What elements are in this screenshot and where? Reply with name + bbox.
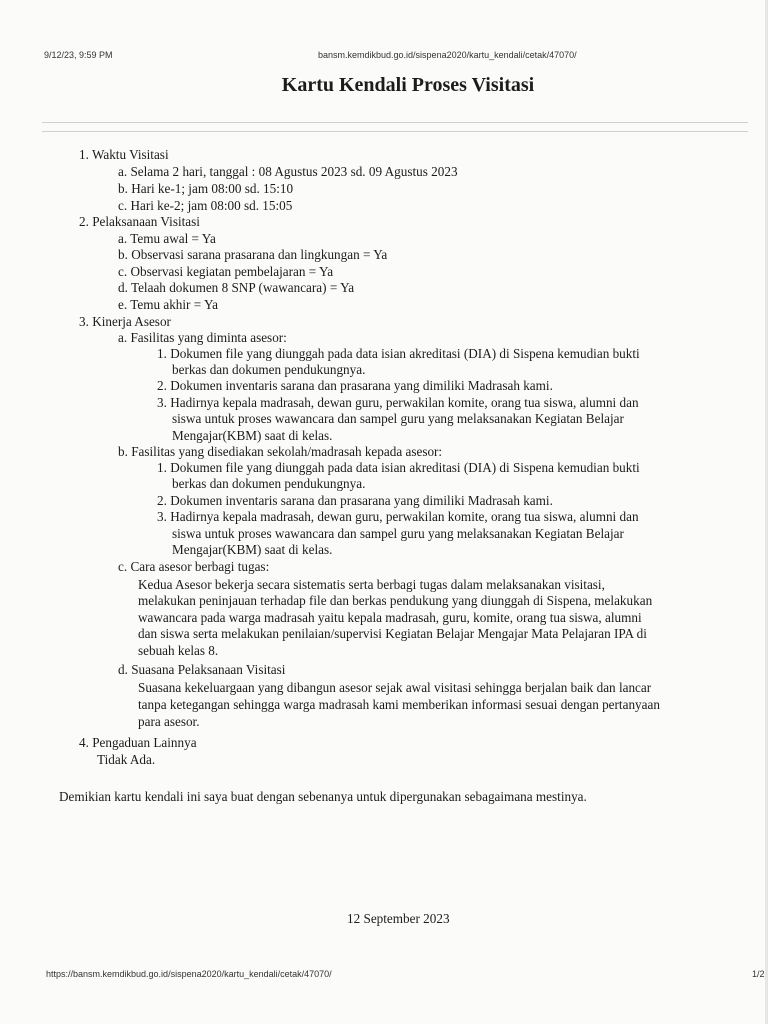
section-2-item-e: e. Temu akhir = Ya bbox=[118, 297, 219, 312]
section-3b-item-3-cont: siswa untuk proses wawancara dan sampel guru yang melaksanakan Kegiatan Belajar bbox=[172, 526, 624, 541]
section-1-item-a: a. Selama 2 hari, tanggal : 08 Agustus 2023 sd. 09 Agustus 2023 bbox=[118, 164, 458, 179]
print-url: bansm.kemdikbud.go.id/sispena2020/kartu_kendali/cetak/47070/ bbox=[318, 50, 577, 60]
section-3a-heading: a. Fasilitas yang diminta asesor: bbox=[118, 330, 287, 345]
section-3c-line-2: melakukan peninjauan terhadap file dan berkas pendukung yang diunggah di Sispena, melakukan bbox=[138, 593, 653, 608]
print-datetime: 9/12/23, 9:59 PM bbox=[44, 50, 113, 60]
section-3b-item-1: 1. Dokumen file yang diunggah pada data isian akreditasi (DIA) di Sispena kemudian bukti bbox=[157, 460, 640, 475]
section-3c-line-3: wawancara pada warga madrasah yaitu kepala madrasah, guru, komite, orang tua siswa, alumni bbox=[138, 610, 642, 625]
signature-date: 12 September 2023 bbox=[347, 911, 450, 926]
section-2-heading: 2. Pelaksanaan Visitasi bbox=[79, 214, 200, 229]
section-1-item-b: b. Hari ke-1; jam 08:00 sd. 15:10 bbox=[118, 181, 294, 196]
section-3d-line-2: tanpa ketegangan sehingga warga madrasah kami memberikan informasi sesuai dengan pertanyaan bbox=[138, 697, 660, 712]
section-3a-item-1: 1. Dokumen file yang diunggah pada data isian akreditasi (DIA) di Sispena kemudian bukti bbox=[157, 346, 640, 361]
section-4-text: Tidak Ada. bbox=[97, 752, 156, 767]
section-3a-item-2: 2. Dokumen inventaris sarana dan prasarana yang dimiliki Madrasah kami. bbox=[157, 378, 553, 393]
section-3b-heading: b. Fasilitas yang disediakan sekolah/madrasah kepada asesor: bbox=[118, 444, 443, 459]
section-2-item-a: a. Temu awal = Ya bbox=[118, 231, 216, 246]
section-3d-line-1: Suasana kekeluargaan yang dibangun asesor sejak awal visitasi sehingga berjalan baik dan lancar bbox=[138, 680, 652, 695]
section-3c-line-5: sebuah kelas 8. bbox=[138, 643, 219, 658]
closing-statement: Demikian kartu kendali ini saya buat dengan sebenanya untuk dipergunakan sebagaimana mestinya. bbox=[59, 789, 587, 804]
section-3b-item-1-cont: berkas dan dokumen pendukungnya. bbox=[172, 476, 366, 491]
divider-top bbox=[42, 122, 748, 123]
section-3d-line-3: para asesor. bbox=[138, 714, 200, 729]
divider-bottom bbox=[42, 131, 748, 132]
section-3c-heading: c. Cara asesor berbagi tugas: bbox=[118, 559, 270, 574]
section-3a-item-3-cont2: Mengajar(KBM) saat di kelas. bbox=[172, 428, 333, 443]
section-2-item-d: d. Telaah dokumen 8 SNP (wawancara) = Ya bbox=[118, 280, 355, 295]
section-3c-line-4: dan siswa serta melakukan penilaian/supervisi Kegiatan Belajar Mengajar Mata Pelajaran IPA di bbox=[138, 626, 647, 641]
section-3d-heading: d. Suasana Pelaksanaan Visitasi bbox=[118, 662, 286, 677]
section-4-heading: 4. Pengaduan Lainnya bbox=[79, 735, 197, 750]
section-3b-item-2: 2. Dokumen inventaris sarana dan prasarana yang dimiliki Madrasah kami. bbox=[157, 493, 553, 508]
footer-page-number: 1/2 bbox=[752, 969, 765, 979]
section-2-item-b: b. Observasi sarana prasarana dan lingkungan = Ya bbox=[118, 247, 388, 262]
section-3a-item-3: 3. Hadirnya kepala madrasah, dewan guru, perwakilan komite, orang tua siswa, alumni dan bbox=[157, 395, 639, 410]
section-1-heading: 1. Waktu Visitasi bbox=[79, 147, 169, 162]
footer-url: https://bansm.kemdikbud.go.id/sispena2020/kartu_kendali/cetak/47070/ bbox=[46, 969, 332, 979]
section-2-item-c: c. Observasi kegiatan pembelajaran = Ya bbox=[118, 264, 334, 279]
page-title: Kartu Kendali Proses Visitasi bbox=[281, 74, 535, 96]
section-3-heading: 3. Kinerja Asesor bbox=[79, 314, 171, 329]
section-1-item-c: c. Hari ke-2; jam 08:00 sd. 15:05 bbox=[118, 198, 293, 213]
section-3b-item-3-cont2: Mengajar(KBM) saat di kelas. bbox=[172, 542, 333, 557]
section-3a-item-3-cont: siswa untuk proses wawancara dan sampel guru yang melaksanakan Kegiatan Belajar bbox=[172, 411, 624, 426]
section-3b-item-3: 3. Hadirnya kepala madrasah, dewan guru, perwakilan komite, orang tua siswa, alumni dan bbox=[157, 509, 639, 524]
section-3c-line-1: Kedua Asesor bekerja secara sistematis serta berbagi tugas dalam melaksanakan visitasi, bbox=[138, 577, 605, 592]
section-3a-item-1-cont: berkas dan dokumen pendukungnya. bbox=[172, 362, 366, 377]
